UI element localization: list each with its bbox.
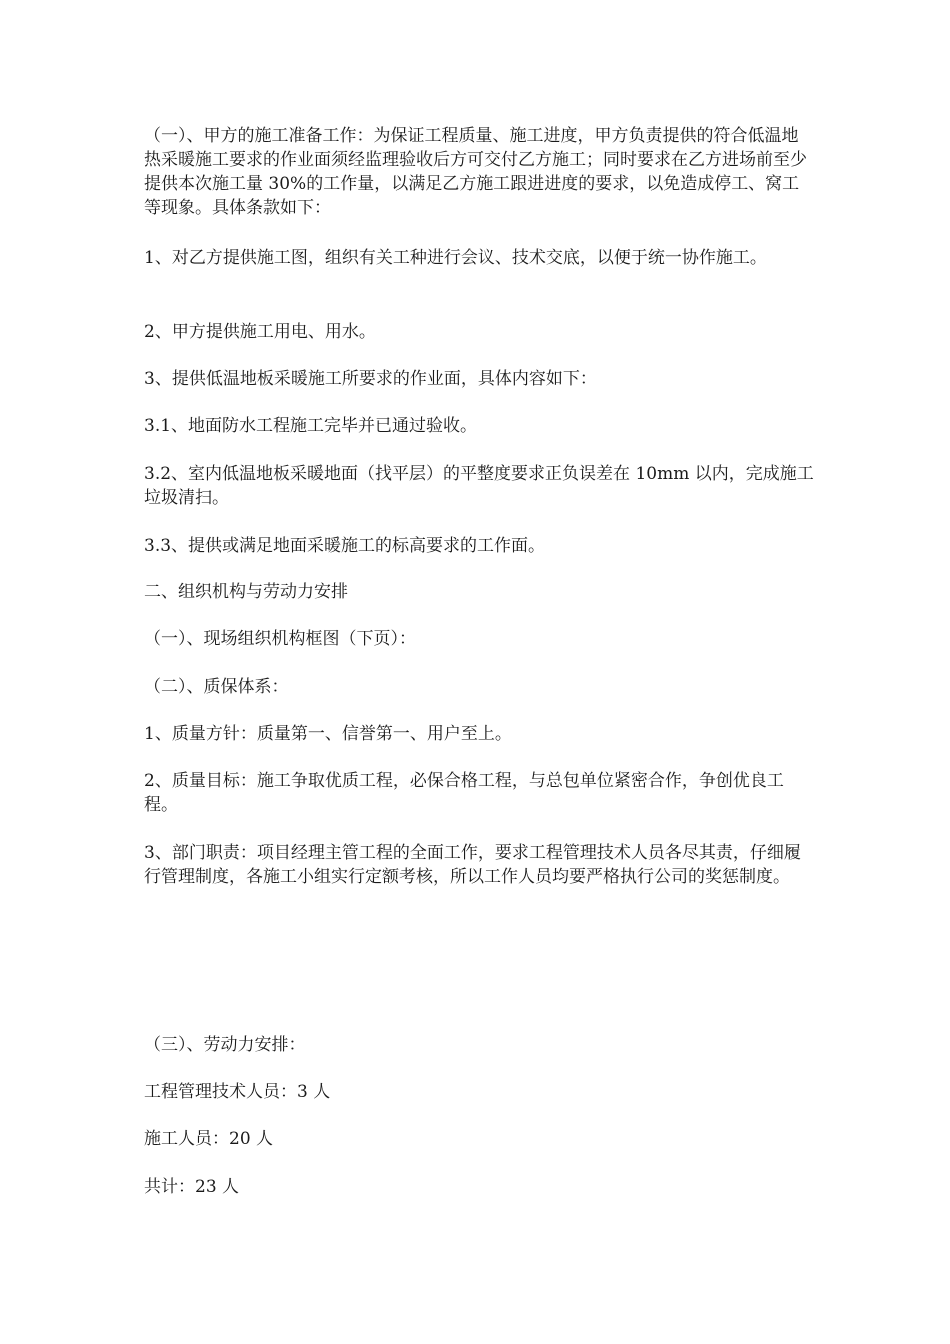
paragraph-item-3: 3、提供低温地板采暖施工所要求的作业面，具体内容如下： (144, 369, 597, 389)
section-heading-organization: 二、组织机构与劳动力安排 (144, 582, 348, 602)
labor-construction-staff: 施工人员：20 人 (144, 1129, 274, 1149)
subheading-labor-arrangement: （三）、劳动力安排： (144, 1035, 306, 1055)
subheading-quality-system: （二）、质保体系： (144, 677, 289, 697)
paragraph-preparation: （一）、甲方的施工准备工作：为保证工程质量、施工进度，甲方负责提供的符合低温地热采暖施工要求的作业面须经监理验收后方可交付乙方施工；同时要求在乙方进场前至少提供本次施工量 30%的工作量，以满足乙方施工跟进进度的要求，以免造成停工、窝工等现象。具体条款如下： (144, 126, 807, 218)
paragraph-quality-policy: 1、质量方针：质量第一、信誉第一、用户至上。 (144, 724, 512, 744)
labor-tech-staff: 工程管理技术人员：3 人 (144, 1082, 331, 1102)
paragraph-item-2: 2、甲方提供施工用电、用水。 (144, 322, 376, 342)
paragraph-item-3-1: 3.1、地面防水工程施工完毕并已通过验收。 (144, 416, 478, 436)
labor-total: 共计：23 人 (144, 1177, 240, 1197)
paragraph-item-3-2: 3.2、室内低温地板采暖地面（找平层）的平整度要求正负误差在 10mm 以内，完成施工垃圾清扫。 (144, 464, 814, 508)
paragraph-department-duties: 3、部门职责：项目经理主管工程的全面工作，要求工程管理技术人员各尽其责，仔细履行管理制度，各施工小组实行定额考核，所以工作人员均要严格执行公司的奖惩制度。 (144, 843, 801, 887)
paragraph-quality-target: 2、质量目标：施工争取优质工程，必保合格工程，与总包单位紧密合作，争创优良工程。 (144, 771, 784, 815)
paragraph-item-3-3: 3.3、提供或满足地面采暖施工的标高要求的工作面。 (144, 536, 546, 556)
subheading-org-chart: （一）、现场组织机构框图（下页）： (144, 629, 416, 649)
paragraph-item-1: 1、对乙方提供施工图，组织有关工种进行会议、技术交底，以便于统一协作施工。 (144, 248, 767, 268)
